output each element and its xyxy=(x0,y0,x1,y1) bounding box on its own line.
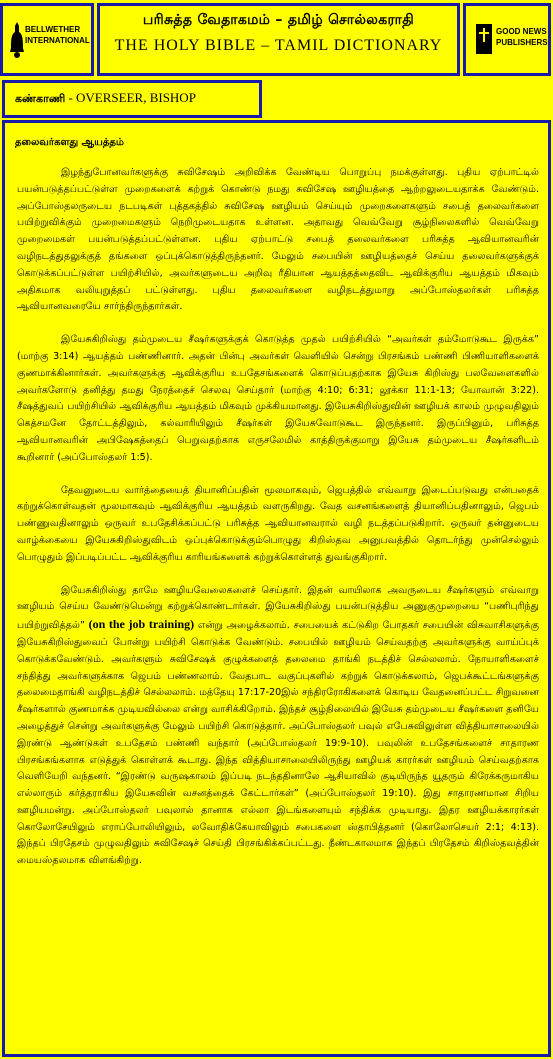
entry-tamil-word: கண்காணி xyxy=(15,92,66,105)
job-training-term: (on the job training) xyxy=(88,617,195,632)
title-box xyxy=(97,3,460,76)
article-box xyxy=(2,120,551,1057)
entry-heading xyxy=(15,90,196,107)
paragraph: தேவனுடைய வார்த்தையைத் தியானிப்பதின் மூலமாகவும், ஜெபத்தில் எவ்வாறு இடைப்படுவது என்பதைக் கற்றுக்கொள்வதன் மூலமாகவும் ஆவிக்குரிய ஆயத்தம் வளருகிறது. வேத வசனங்களைத் தியானிப்பதினாலும், ஜெபம் பண்ணுவதினாலும் ஒருவர் உபதேசிக்கப்பட்டு பரிசுத்த ஆவியானவரால் வழி நடத்தப்படுகிறார். ஒருவர் தன்னுடைய வாழ்க்கையை இயேசுகிறிஸ்துவிடம் ஒப்புக்கொடுக்கும்பொழுது கிறிஸ்தவ அனுபவத்தில் தொடர்ந்து முன்செல்லும் பொழுதும் இப்படிப்பட்ட ஆவிக்குரிய காரியங்களைக் கற்றுக்கொள்ளத் துவங்குகிறார். xyxy=(17,484,539,563)
paragraph xyxy=(17,583,539,871)
paragraph: இழந்துபோனவர்களுக்கு சுவிசேஷம் அறிவிக்க வேண்டிய பொறுப்பு நமக்குள்ளது. புதிய ஏற்பாட்டில் பயன்படுத்தப்பட்டுள்ள முறைகளைக் கற்றுக் கொண்டு நமது சுவிசேஷ ஊழியத்தை ஆற்றலுடையதாக்க வேண்டும். அப்போஸ்தலருடைய நடபடிகள் புத்தகத்தில் சுவிசேஷ ஊழியம் செய்யும் முறைகளைகளும் சபைத் தலைவர்களை பயிற்றுவிக்கும் முறைமைகளும் நெறிமுடையதாக உள்ளன. அதாவது வெவ்வேறு சூழ்நிலைகளில் வெவ்வேறு முறைமைகள் பயன்படுத்தப்பட்டுள்ளன. புதிய ஏற்பாட்டு சபைத் தலைவர்களை பரிசுத்த ஆவியானவரின் வழிநடத்துதலுக்குத் தங்களை ஒப்புக்கொடுத்திருந்தனர். மேலும் சபையின் ஊழியத்தைச் செய்ய தலைவர்களுக்குக் கொடுக்கப்பட்டுள்ள பயிற்சியில், அவர்களுடைய அறிவு ரீதியான ஆயத்தத்தைவிட ஆவிக்குரிய ஆயத்தம் மிகவும் அதிகமாக வலியுறுத்தப் பட்டுள்ளது. புதிய தலைவர்களை வழிநடத்துமாறு அப்போஸ்தலர்கள் பரிசுத்த ஆவியானவரையே சார்ந்திருந்தார்கள். xyxy=(17,167,539,313)
section-heading: தலைவர்களது ஆயத்தம் xyxy=(15,137,124,148)
title-english: THE HOLY BIBLE – TAMIL DICTIONARY xyxy=(114,37,443,54)
bellwether-logo-text: BELLWETHER INTERNATIONAL xyxy=(25,25,90,45)
entry-box xyxy=(2,80,262,118)
article-body xyxy=(17,165,539,886)
good-news-logo xyxy=(463,3,551,76)
paragraph-text: இயேசுகிறிஸ்து தாமே ஊழியவேலைகளைச் செய்தார். இதன் வாயிலாக அவருடைய சீஷர்களும் எவ்வாறு ஊழியம் செய்ய வேண்டுமென்று கற்றுக்கொண்டார்கள். இயேசுகிறிஸ்து பயன்படுத்திய அணுகுமுறையை “பணிபுரிந்து பயிற்றுவித்தல்” xyxy=(17,584,539,632)
paragraph: இயேசுகிறிஸ்து தம்முடைய சீஷர்களுக்குக் கொடுத்த முதல் பயிற்சியில் “அவர்கள் தம்மோடுகூட இருக்க” (மாற்கு 3:14) ஆயத்தம் பண்ணினார். அதன் பின்பு அவர்கள் வெளியில் சென்று பிரசங்கம் பண்ணி பிணியாளிகளைக் குணமாக்கினார்கள். அவர்களுக்கு ஆவிக்குரிய உபதேசங்களைக் கொடுப்பதற்காக இயேசு கிறிஸ்து பலவேளைகளில் அவர்களோடு தனித்து தமது நேரத்தைச் செலவு செய்தார் (மாற்கு 4:10; 6:31; லூக்கா 11:1-13; யோவான் 3:22). சீஷத்துவப் பயிற்சியில் ஆவிக்குரிய ஆயத்தம் மிகவும் முக்கியமானது. இயேசுகிறிஸ்துவின் ஊழியக் காலம் முழுவதிலும் கெத்சமனே தோட்டத்திலும், கல்வாரியிலும் சீஷர்கள் இயேசுவோடுகூட இருந்தனர். இருப்பினும், பரிசுத்த ஆவியானவரின் அபிஷேகத்தைப் பெறுவதற்காக எருசலேமில் காத்திருக்குமாறு இயேசு தம்முடைய சீஷர்களிடம் கூறினார் (அப்போஸ்தலர் 1:5). xyxy=(17,334,539,463)
paragraph-text: என்று அழைக்கலாம். சபையைக் கட்டுகிற போதகர் சபையின் விசுவாசிகளுக்கு இயேசுகிறிஸ்துவைப் போன்று பயிற்சி கொடுக்க வேண்டும். சபையில் ஊழியம் செய்வதற்கு அவர்களுக்கு வாய்ப்புக் கொடுக்கவேண்டும். அவர்களும் சுவிசேஷக் குழுக்களைத் தலைமை தாங்கி நடத்திச் செல்லலாம். நோயாளிகளைச் சந்தித்து அவர்களுக்காக ஜெபம் பண்ணலாம். வேதபாட வகுப்புகளில் கற்றுக் கொடுக்கலாம், ஜெபக்கூட்டங்களுக்கு தலைமைதாங்கி வழிநடத்திச் செல்லலாம். மத்தேயு 17:17-20இல் சந்திரரோகிகளைக் கொடிய வேதனைப்பட்ட சிறுவனை சீஷர்களால் குணமாக்க முடியவில்லை என்று வாசிக்கிறோம். இந்தச் சூழ்நிலையில் இயேசு தம்முடைய சீஷர்களை தனியே அழைத்துச் சென்று அவர்களுக்கு மேலும் பயிற்சி கொடுத்தார். அப்போஸ்தலர் பவுல் எபேசுவிலுள்ள வித்தியாசாலையில் இரண்டு ஆண்டுகள் உபதேசம் பண்ணி வந்தார் (அப்போஸ்தலர் 19:9-10). பவுலின் உபதேசங்களைச் சாதாரண பிரசங்கங்களாக எடுத்துக் கொள்ளக் கூடாது. இந்த வித்தியாசாலையிலிருந்து ஊழியக் காரர்கள் ஊழியம் செய்வதற்காக வெளியேறி வந்தனர். “இரண்டு வருஷகாலம் இப்படி நடந்ததினாலே ஆசியாவில் குடியிருந்த யூதரும் கிரேக்கருமாகிய எல்லாரும் கர்த்தராகிய இயேசுவின் வசனத்தைக் கேட்டார்கள்” (அப்போஸ்தலர் 19:10). இது சாதாரணமான சிறிய ஊழியமன்று. அப்போஸ்தலர் பவுலால் தானாக எல்லா இடங்களையும் சந்திக்க முடியாது. இதர ஊழியக்காரர்கள் கொலோசேயிலும் எராப்போலியிலும், லவோதிக்கேயாவிலும் சபைகளை ஸ்தாபித்தனர் (கொலோசெயர் 2:1; 4:13). இந்தப் பிரதேசம் முழுவதிலும் சுவிசேஷச் செய்தி பிரசங்கிக்கப்பட்டது. நீண்டகாலமாக இந்தப் பிரதேசம் கிறிஸ்தவத்தின் மையஸ்தலமாக விளங்கிற்று. xyxy=(17,620,539,867)
header xyxy=(0,0,553,80)
entry-english-word: - OVERSEER, BISHOP xyxy=(65,90,196,105)
good-news-logo-text: GOOD NEWS PUBLISHERS xyxy=(496,27,548,47)
title-tamil: பரிசுத்த வேதாகமம் – தமிழ் சொல்லகராதி xyxy=(142,12,415,28)
bellwether-logo xyxy=(0,3,94,76)
book-icon xyxy=(474,22,494,56)
bell-icon xyxy=(9,20,25,60)
